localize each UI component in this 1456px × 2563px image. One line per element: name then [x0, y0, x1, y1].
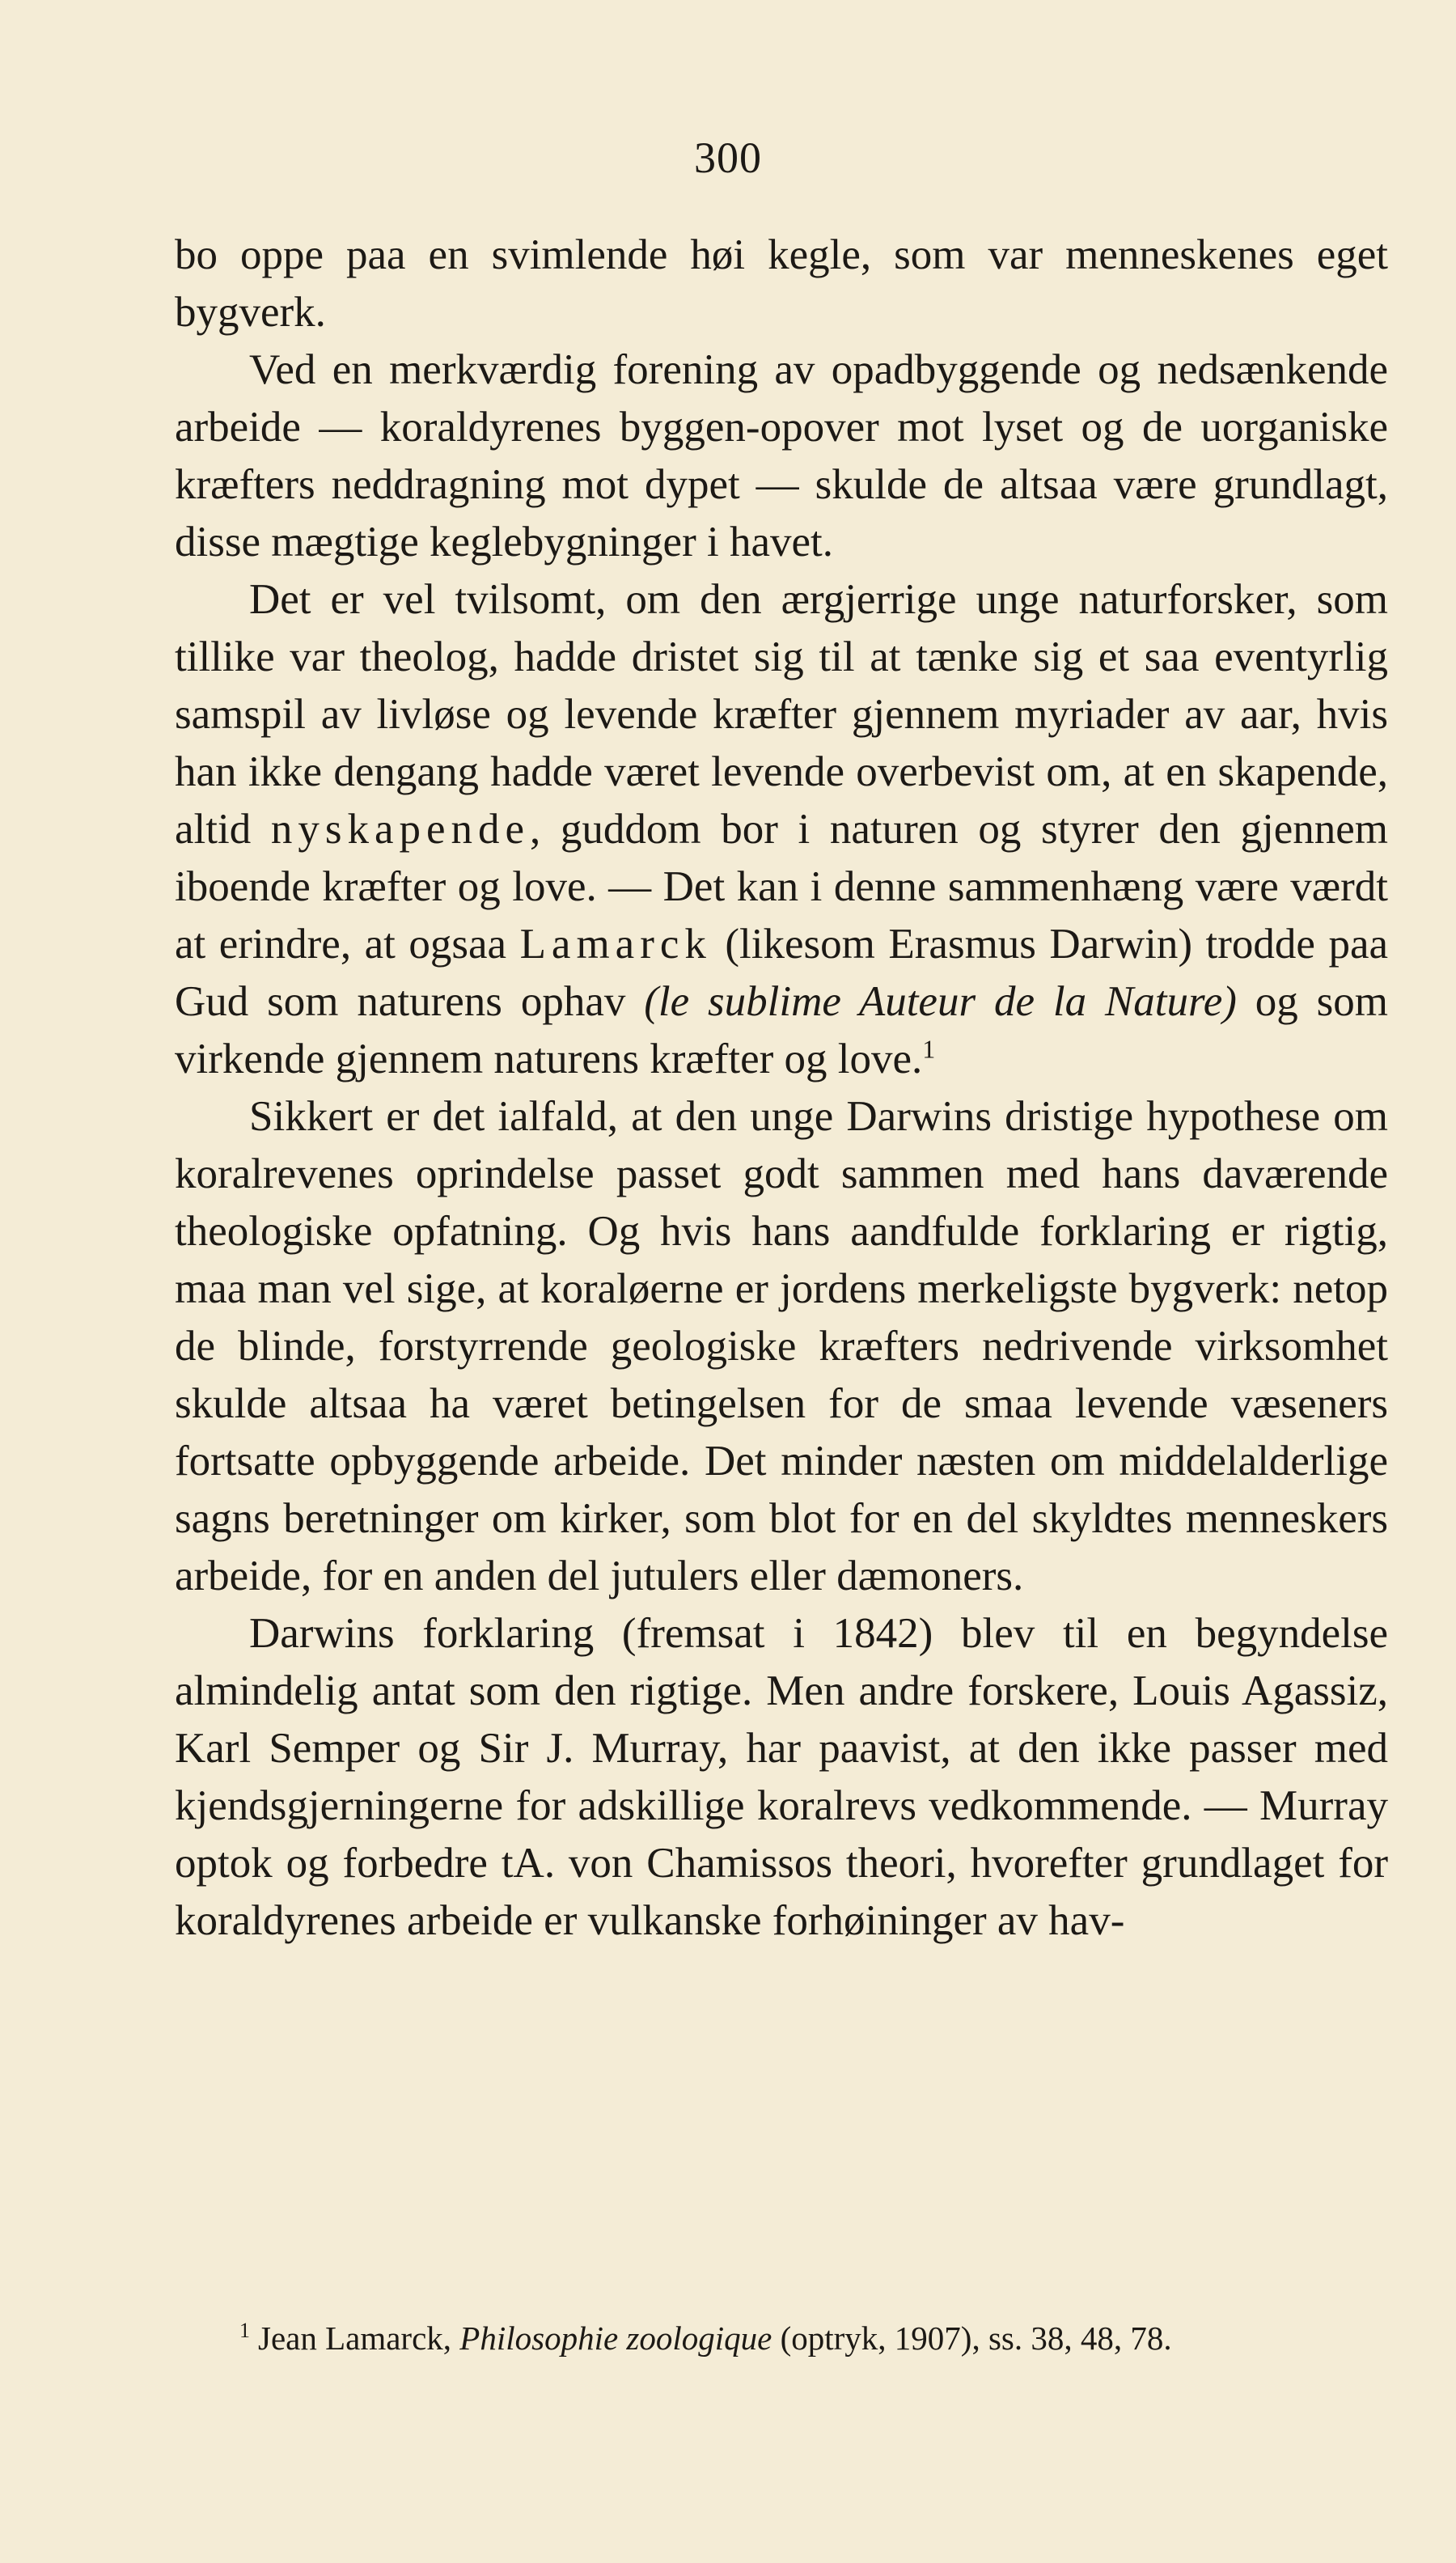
footnote-rest: (optryk, 1907), ss. 38, 48, 78. [772, 2319, 1172, 2357]
footnote-title: Philosophie zoologique [459, 2319, 772, 2357]
page-number: 300 [694, 133, 762, 182]
spaced-word-lamarck: Lamarck [519, 921, 712, 968]
footnote-author: Jean Lamarck, [258, 2319, 460, 2357]
paragraph-3-part4: og som virkende gjennem naturens kræfter og love. [175, 978, 1388, 1082]
footnote-mark: 1 [239, 2319, 250, 2343]
paragraph-5: Darwins forklaring (fremsat i 1842) blev til en begyndelse almindelig antat som den rigtige. Men andre forskere, Louis Agassiz, Karl Semper og Sir J. Murray, har paavist, at den ikke passer med kjendsgjerningerne for adskillige koralrevs vedkommende. — Murray optok og forbedre tA. von Chamissos theori, hvorefter grundlaget for koraldyrenes arbeide er vulkanske forhøininger av hav- [175, 1610, 1388, 1944]
footnote [175, 2315, 1388, 2361]
paragraph-1: bo oppe paa en svimlende høi kegle, som var menneskenes eget bygverk. [175, 231, 1388, 336]
body-text [175, 227, 1388, 1950]
footnote-reference[interactable]: 1 [922, 1034, 936, 1064]
paragraph-3-part2: , guddom bor i naturen og styrer den gjennem iboende kræfter og love. — Det kan i denne sammenhæng være værdt at erindre, at ogsaa [175, 806, 1388, 968]
italic-quote: (le sublime Auteur de la Nature) [644, 978, 1237, 1025]
paragraph-3-part3: (likesom Erasmus Darwin) trodde paa Gud som naturens ophav [175, 921, 1389, 1025]
paragraph-2: Ved en merkværdig forening av opadbyggende og nedsænkende arbeide — koraldyrenes byggen-opover mot lyset og de uorganiske kræfters neddragning mot dypet — skulde de altsaa være grundlagt, disse mægtige keglebygninger i havet. [175, 346, 1388, 566]
paragraph-3 [175, 571, 1388, 1088]
paragraph-4: Sikkert er det ialfald, at den unge Darwins dristige hypothese om koralrevenes oprindelse passet godt sammen med hans daværende theologiske opfatning. Og hvis hans aandfulde forklaring er rigtig, maa man vel sige, at koraløerne er jordens merkeligste bygverk: netop de blinde, forstyrrende geologiske kræfters nedrivende virksomhet skulde altsaa ha været betingelsen for de smaa levende væseners fortsatte opbyggende arbeide. Det minder næsten om middelalderlige sagns beretninger om kirker, som blot for en del skyldtes menneskers arbeide, for en anden del jutulers eller dæmoners. [175, 1093, 1388, 1599]
spaced-word-nyskapende: nyskapende [270, 806, 531, 853]
paragraph-3-part1: Det er vel tvilsomt, om den ærgjerrige unge naturforsker, som tillike var theolog, hadde dristet sig til at tænke sig et saa eventyrlig samspil av livløse og levende kræfter gjennem myriader av aar, hvis han ikke dengang hadde været levende overbevist om, at en skapende, altid [175, 576, 1388, 853]
